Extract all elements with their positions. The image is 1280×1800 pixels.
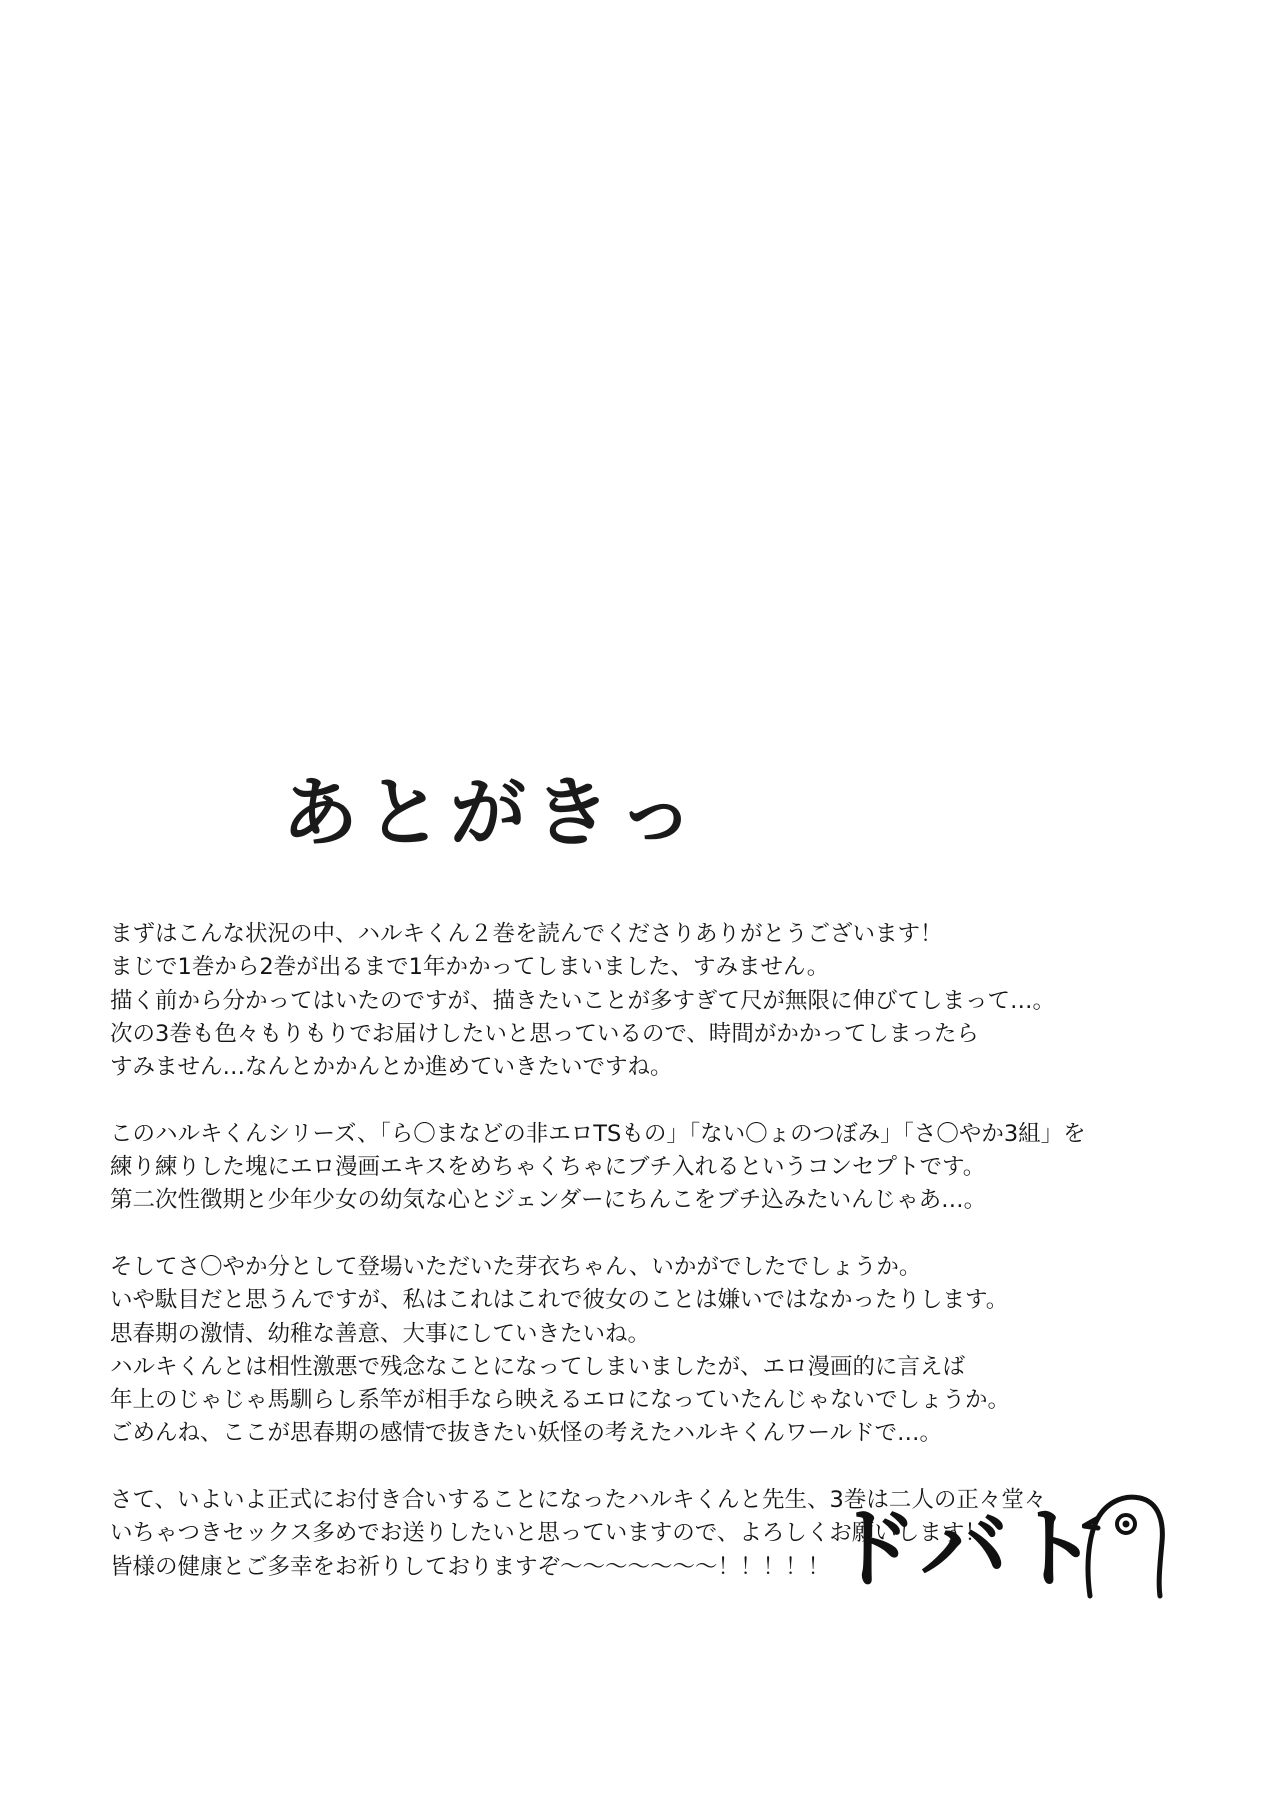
afterword-title: あとがきっ — [282, 768, 702, 857]
text-line: まずはこんな状況の中、ハルキくん２巻を読んでくださりありがとうございます！ — [110, 921, 943, 947]
text-line: 思春期の激情、幼稚な善意、大事にしていきたいね。 — [110, 1320, 651, 1347]
text-line: 次の3巻も色々もりもりでお届けしたいと思っているので、時間がかかってしまったら — [110, 1020, 979, 1047]
text-line: 年上のじゃじゃ馬馴らし系竿が相手なら映えるエロになっていたんじゃないでしょうか。 — [110, 1387, 1011, 1414]
text-line: このハルキくんシリーズ、「ら〇まなどの非エロTSもの」「ない〇ょのつぼみ」「さ〇やか3組」を — [110, 1120, 1086, 1147]
paragraph-2 — [110, 1118, 1150, 1218]
text-line: そしてさ〇やか分として登場いただいた芽衣ちゃん、いかがでしたでしょうか。 — [110, 1253, 922, 1280]
text-line: いちゃつきセックス多めでお送りしたいと思っていますので、よろしくお願いします！ — [110, 1520, 987, 1547]
text-line: さて、いよいよ正式にお付き合いすることになったハルキくんと先生、3巻は二人の正々堂々 — [110, 1487, 1047, 1514]
pigeon-doodle-icon — [1082, 1488, 1168, 1600]
text-line: 描く前から分かってはいたのですが、描きたいことが多すぎて尺が無限に伸びてしまって…。 — [110, 987, 1056, 1014]
paragraph-1 — [110, 918, 1150, 1084]
text-line: ハルキくんとは相性激悪で残念なことになってしまいましたが、エロ漫画的に言えば — [110, 1353, 966, 1380]
text-line: 皆様の健康とご多幸をお祈りしておりますぞ〜〜〜〜〜〜〜！！！！！ — [110, 1553, 831, 1580]
text-line: ごめんね、ここが思春期の感情で抜きたい妖怪の考えたハルキくんワールドで…。 — [110, 1420, 943, 1447]
text-line: いや駄目だと思うんですが、私はこれはこれで彼女のことは嫌いではなかったりします。 — [110, 1287, 1009, 1314]
text-line: すみません…なんとかかんとか進めていきたいですね。 — [110, 1054, 673, 1081]
text-line: まじで1巻から2巻が出るまで1年かかってしまいました、すみません。 — [110, 954, 830, 981]
author-signature: ドバト — [830, 1497, 1103, 1600]
text-line: 練り練りした塊にエロ漫画エキスをめちゃくちゃにブチ入れるというコンセプトです。 — [110, 1154, 986, 1181]
paragraph-3 — [110, 1251, 1150, 1451]
text-line: 第二次性徴期と少年少女の幼気な心とジェンダーにちんこをブチ込みたいんじゃあ…。 — [110, 1187, 987, 1214]
